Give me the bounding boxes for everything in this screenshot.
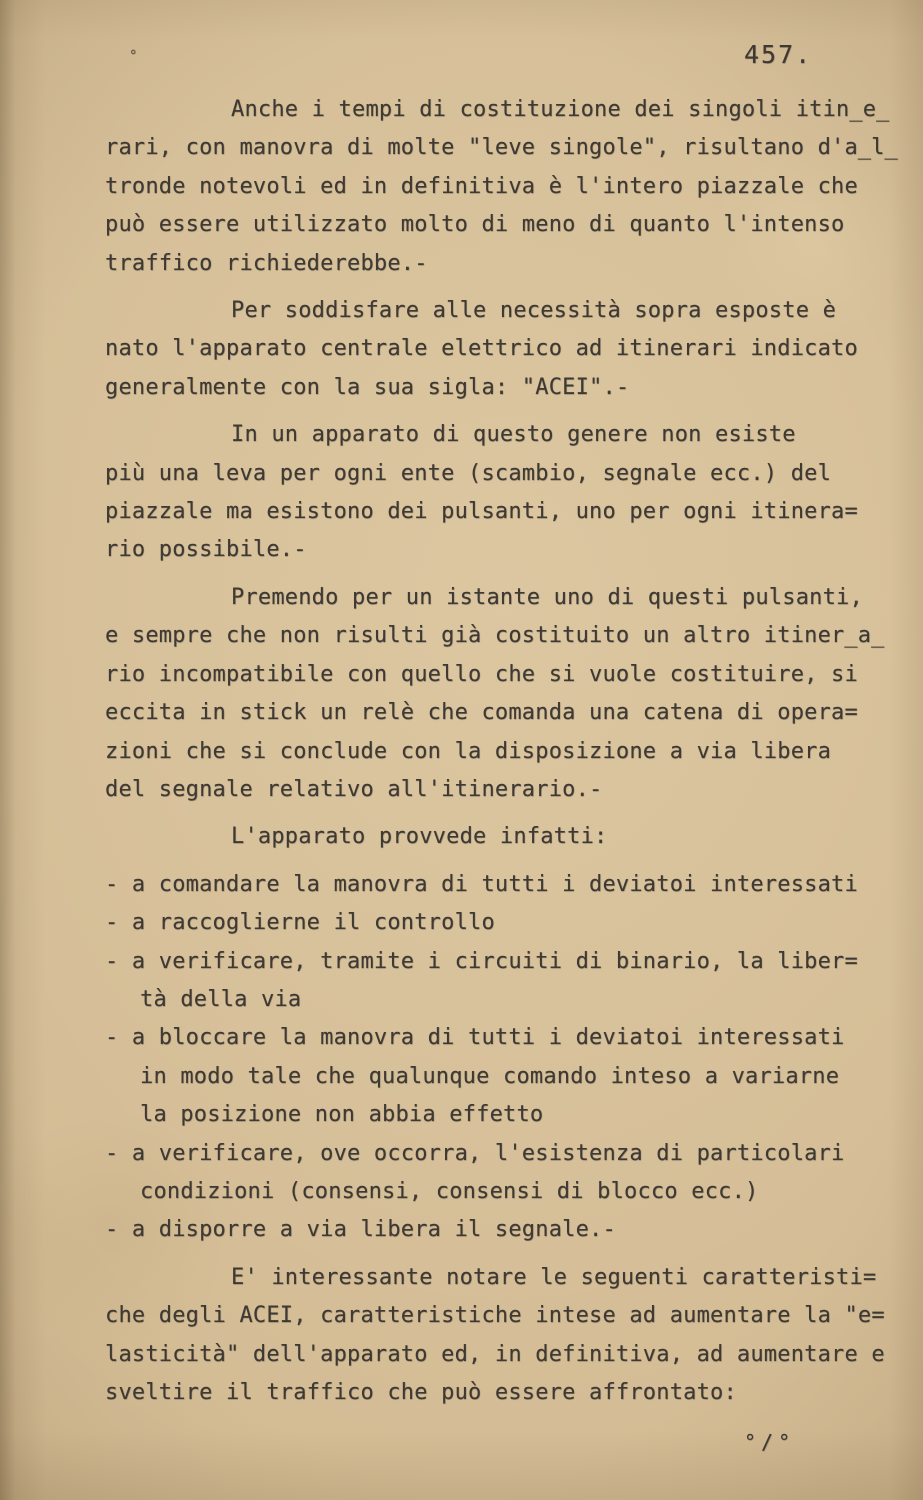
text-line: Anche i tempi di costituzione dei singoli itin̲e̲: [231, 97, 890, 122]
text-line: può essere utilizzato molto di meno di quanto l'intenso: [105, 212, 845, 238]
text-line: In un apparato di questo genere non esiste: [231, 422, 796, 448]
bullet-list: [105, 866, 880, 1250]
text-line: nato l'apparato centrale elettrico ad itinerari indicato: [105, 336, 858, 362]
list-item-line: - a raccoglierne il controllo: [105, 910, 495, 936]
paragraph: [105, 91, 898, 283]
paragraph: [105, 1259, 885, 1413]
paragraph: [105, 579, 885, 809]
text-line: e sempre che non risulti già costituito un altro itiner̲a̲: [105, 623, 885, 649]
text-line: rio possibile.-: [105, 537, 307, 563]
list-item-line: - a comandare la manovra di tutti i deviatoi interessati: [105, 871, 858, 897]
text-line: lasticità" dell'apparato ed, in definitiva, ad aumentare e: [105, 1341, 885, 1367]
text-line: eccita in stick un relè che comanda una catena di opera=: [105, 700, 858, 726]
text-line: tronde notevoli ed in definitiva è l'intero piazzale che: [105, 173, 858, 199]
text-line: sveltire il traffico che può essere affrontato:: [105, 1380, 737, 1405]
list-item-continuation: la posizione non abbia effetto: [140, 1102, 544, 1128]
document-body: [105, 91, 898, 1412]
paragraph: [105, 292, 880, 407]
text-line: del segnale relativo all'itinerario.-: [105, 776, 603, 802]
text-line: Premendo per un istante uno di questi pulsanti,: [231, 584, 863, 610]
list-item-line: - a disporre a via libera il segnale.-: [105, 1217, 616, 1243]
text-line: piazzale ma esistono dei pulsanti, uno per ogni itinera=: [105, 499, 858, 525]
text-line: che degli ACEI, caratteristiche intese ad aumentare la "e=: [105, 1303, 885, 1329]
text-line: traffico richiederebbe.-: [105, 250, 428, 276]
page-continuation-mark: °/°: [744, 1430, 796, 1454]
paragraph: [105, 818, 880, 856]
list-item-line: - a bloccare la manovra di tutti i deviatoi interessati: [105, 1025, 845, 1051]
list-item-line: - a verificare, ove occorra, l'esistenza di particolari: [105, 1140, 845, 1166]
text-line: generalmente con la sua sigla: "ACEI".-: [105, 374, 630, 400]
text-line: rari, con manovra di molte "leve singole", risultano d'a̲l̲: [105, 135, 898, 161]
list-item-continuation: in modo tale che qualunque comando inteso a variarne: [140, 1063, 840, 1089]
text-line: rio incompatibile con quello che si vuole costituire, si: [105, 661, 858, 687]
corner-dot-mark: °: [129, 48, 138, 64]
text-line: E' interessante notare le seguenti caratteristi=: [231, 1264, 877, 1290]
text-line: più una leva per ogni ente (scambio, segnale ecc.) del: [105, 460, 832, 486]
text-line: Per soddisfare alle necessità sopra esposte è: [231, 298, 837, 324]
text-line: L'apparato provvede infatti:: [231, 824, 608, 850]
page-number: 457.: [744, 40, 813, 69]
list-item-continuation: condizioni (consensi, consensi di blocco ecc.): [140, 1178, 759, 1204]
paragraph: [105, 416, 880, 570]
list-item-line: - a verificare, tramite i circuiti di binario, la liber=: [105, 948, 858, 974]
list-item-continuation: tà della via: [140, 986, 302, 1012]
text-line: zioni che si conclude con la disposizione a via libera: [105, 738, 832, 764]
